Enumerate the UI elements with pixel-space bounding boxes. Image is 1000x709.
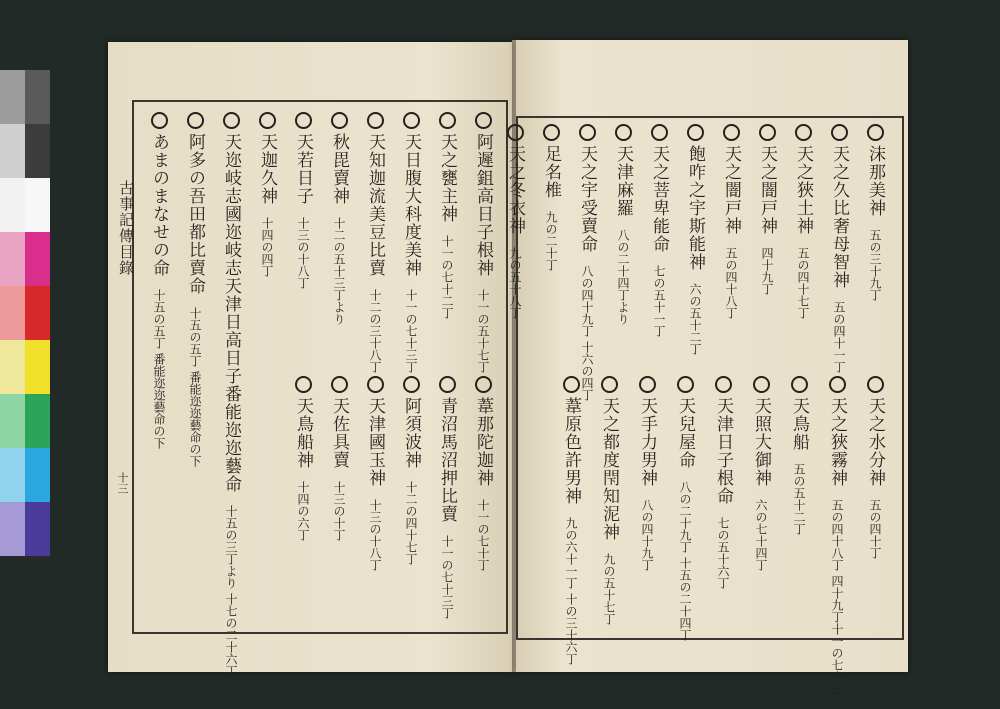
circle-marker-icon [151, 112, 168, 129]
left-lower-entry [438, 376, 456, 619]
left-upper-entry [474, 112, 492, 373]
left-page [108, 42, 514, 677]
left-upper-entry-name: あまのまなせの命 [149, 133, 169, 277]
left-lower-entry-name: 天佐具賣 [329, 397, 349, 469]
right-lower-entry-name: 天手力男神 [637, 397, 657, 487]
right-upper-entry-ref: 七の五十一丁 [652, 253, 666, 337]
left-upper-entry [402, 112, 420, 373]
right-lower-entry-name: 天之水分神 [865, 397, 885, 487]
left-upper-entry [150, 112, 168, 449]
circle-marker-icon [507, 124, 524, 141]
right-upper-entry-ref: 八の四十九丁 十六の四丁 [580, 253, 594, 401]
right-lower-entry-ref: 六の七十四丁 [754, 487, 768, 571]
circle-marker-icon [867, 376, 884, 393]
right-upper-entry [722, 124, 740, 319]
left-upper-entry-name: 天若日子 [293, 133, 313, 205]
left-lower-entry-ref: 十三の十八丁 [368, 487, 382, 571]
circle-marker-icon [259, 112, 276, 129]
color-chip [0, 502, 25, 556]
circle-marker-icon [403, 112, 420, 129]
left-upper-entry-ref: 十五の三丁より 十七の二十六丁 [224, 493, 238, 677]
color-chip [25, 502, 50, 556]
circle-marker-icon [295, 376, 312, 393]
color-chip [25, 178, 50, 232]
circle-marker-icon [295, 112, 312, 129]
right-upper-entry-ref: 六の五十二丁 [688, 271, 702, 355]
left-upper-entry-name: 天之甕主神 [437, 133, 457, 223]
color-chip [25, 286, 50, 340]
color-chip [0, 70, 25, 124]
right-lower-entry [638, 376, 656, 571]
circle-marker-icon [759, 124, 776, 141]
left-lower-entry [366, 376, 384, 571]
left-upper-entry-ref: 十一の五十七丁 [476, 277, 490, 373]
circle-marker-icon [867, 124, 884, 141]
left-upper-entry-ref: 十二の三十八丁 [368, 277, 382, 373]
circle-marker-icon [829, 376, 846, 393]
left-lower-entry-ref: 十二の四十七丁 [404, 469, 418, 565]
circle-marker-icon [331, 376, 348, 393]
right-lower-entry-ref: 七の五十六丁 [716, 505, 730, 589]
right-upper-entry-name: 天之闇戸神 [757, 145, 777, 235]
left-lower-entry [474, 376, 492, 571]
right-upper-entry-name: 天之闇戸神 [721, 145, 741, 235]
circle-marker-icon [187, 112, 204, 129]
left-upper-entry-name: 天日腹大科度美神 [401, 133, 421, 277]
color-chip [0, 178, 25, 232]
left-lower-entry-name: 天津國玉神 [365, 397, 385, 487]
right-upper-entry [866, 124, 884, 301]
color-chip [25, 394, 50, 448]
right-upper-entry-name: 天之菩卑能命 [649, 145, 669, 253]
left-upper-entry [222, 112, 240, 677]
color-chip [25, 70, 50, 124]
color-chip [0, 448, 25, 502]
circle-marker-icon [543, 124, 560, 141]
left-lower-entry-ref: 十四の六丁 [296, 469, 310, 541]
circle-marker-icon [579, 124, 596, 141]
right-upper-entry-name: 沫那美神 [865, 145, 885, 217]
left-upper-entry-name: 秋毘賣神 [329, 133, 349, 205]
left-upper-entry-name: 天知迦流美豆比賣 [365, 133, 385, 277]
right-upper-entry [794, 124, 812, 319]
right-upper-entry-name: 足名椎 [541, 145, 561, 199]
right-upper-entry-ref: 五の四十七丁 [796, 235, 810, 319]
circle-marker-icon [831, 124, 848, 141]
right-lower-entry [562, 376, 580, 665]
right-lower-entry-ref: 五の四十丁 [868, 487, 882, 559]
left-upper-entry-ref: 十五の五丁 番能迩迩藝命の下 [152, 277, 166, 449]
color-chip [25, 340, 50, 394]
left-upper-entry-ref: 十五の五丁 番能迩迩藝命の下 [188, 295, 202, 467]
circle-marker-icon [475, 112, 492, 129]
margin-title: 古事記傳目錄 [117, 180, 135, 276]
right-upper-entry-ref: 九の二十丁 [544, 199, 558, 271]
right-lower-entry-name: 天鳥船 [789, 397, 809, 451]
right-upper-entry [542, 124, 560, 271]
left-lower-entry-name: 阿須波神 [401, 397, 421, 469]
color-chip [25, 124, 50, 178]
right-upper-entry [758, 124, 776, 295]
right-lower-entry-name: 天照大御神 [751, 397, 771, 487]
circle-marker-icon [563, 376, 580, 393]
left-upper-entry-ref: 十四の四丁 [260, 205, 274, 277]
left-lower-entry-name: 葦那陀迦神 [473, 397, 493, 487]
left-lower-entry-ref: 十一の七十三丁 [440, 523, 454, 619]
right-upper-entry-ref: 五の三十九丁 [868, 217, 882, 301]
circle-marker-icon [791, 376, 808, 393]
right-upper-entry [830, 124, 848, 373]
right-lower-entry-name: 天之狹霧神 [827, 397, 847, 487]
right-lower-entry [714, 376, 732, 589]
circle-marker-icon [687, 124, 704, 141]
color-chip [0, 394, 25, 448]
left-upper-entry-ref: 十三の十八丁 [296, 205, 310, 289]
circle-marker-icon [439, 112, 456, 129]
left-upper-entry-ref: 十一の七十三丁 [404, 277, 418, 373]
left-upper-entry-name: 天迩岐志國迩岐志天津日高日子番能迩迩藝命 [221, 133, 241, 493]
circle-marker-icon [439, 376, 456, 393]
left-lower-entry [330, 376, 348, 541]
left-upper-entry-ref: 十一の七十二丁 [440, 223, 454, 319]
left-lower-entry-ref: 十一の七十丁 [476, 487, 490, 571]
left-upper-entry-name: 阿遲鉏高日子根神 [473, 133, 493, 277]
right-upper-entry-name: 天之久比奢母智神 [829, 145, 849, 289]
circle-marker-icon [651, 124, 668, 141]
right-lower-entry-name: 葦原色許男神 [561, 397, 581, 505]
right-lower-entry-ref: 五の五十二丁 [792, 451, 806, 535]
right-lower-entry-ref: 五の四十八丁 四十九丁十一の七十五丁 [830, 487, 844, 707]
right-lower-entry [752, 376, 770, 571]
right-upper-entry [686, 124, 704, 355]
right-upper-entry-name: 天之冬衣神 [505, 145, 525, 235]
left-upper-entry [186, 112, 204, 467]
circle-marker-icon [753, 376, 770, 393]
right-lower-entry-ref: 八の二十九丁 十五の二十四丁 [678, 469, 692, 641]
right-upper-entry [650, 124, 668, 337]
left-upper-entry [438, 112, 456, 319]
circle-marker-icon [615, 124, 632, 141]
folio-number: 十三 [116, 472, 129, 494]
left-upper-entry [366, 112, 384, 373]
circle-marker-icon [403, 376, 420, 393]
color-chip [0, 340, 25, 394]
right-lower-entry [676, 376, 694, 641]
right-upper-entry-ref: 五の四十八丁 [724, 235, 738, 319]
left-upper-entry-name: 天迦久神 [257, 133, 277, 205]
circle-marker-icon [601, 376, 618, 393]
right-lower-entry [866, 376, 884, 559]
color-chip [0, 232, 25, 286]
circle-marker-icon [723, 124, 740, 141]
color-chip [25, 232, 50, 286]
circle-marker-icon [677, 376, 694, 393]
right-upper-entry-name: 天之宇受賣命 [577, 145, 597, 253]
circle-marker-icon [367, 376, 384, 393]
left-upper-entry-name: 阿多の吾田都比賣命 [185, 133, 205, 295]
left-upper-entry-ref: 十二の五十三丁より [332, 205, 346, 325]
right-upper-entry [578, 124, 596, 401]
circle-marker-icon [795, 124, 812, 141]
right-lower-entry-name: 天兒屋命 [675, 397, 695, 469]
circle-marker-icon [639, 376, 656, 393]
right-upper-entry-ref: 八の二十四丁より [616, 217, 630, 325]
right-upper-entry [506, 124, 524, 319]
circle-marker-icon [475, 376, 492, 393]
right-lower-entry [600, 376, 618, 625]
left-lower-entry-name: 天鳥船神 [293, 397, 313, 469]
left-lower-entry [294, 376, 312, 541]
left-upper-entry [258, 112, 276, 277]
right-lower-entry-ref: 八の四十九丁 [640, 487, 654, 571]
right-upper-entry-ref: 九の五十八丁 [508, 235, 522, 319]
circle-marker-icon [715, 376, 732, 393]
right-lower-entry [828, 376, 846, 707]
right-upper-entry-name: 天之狹土神 [793, 145, 813, 235]
right-lower-entry-name: 天之都度閇知泥神 [599, 397, 619, 541]
right-upper-entry-ref: 四十九丁 [760, 235, 774, 295]
color-chip [0, 124, 25, 178]
right-upper-entry-name: 天津麻羅 [613, 145, 633, 217]
left-lower-entry [402, 376, 420, 565]
right-lower-entry-ref: 九の六十一丁 十の三十六丁 [564, 505, 578, 665]
right-lower-entry-name: 天津日子根命 [713, 397, 733, 505]
left-lower-entry-ref: 十三の十丁 [332, 469, 346, 541]
left-lower-entry-name: 青沼馬沼押比賣 [437, 397, 457, 523]
circle-marker-icon [223, 112, 240, 129]
right-upper-entry [614, 124, 632, 325]
circle-marker-icon [367, 112, 384, 129]
circle-marker-icon [331, 112, 348, 129]
color-chip [0, 286, 25, 340]
right-upper-entry-name: 飽咋之宇斯能神 [685, 145, 705, 271]
color-checker [0, 70, 50, 558]
right-lower-entry [790, 376, 808, 535]
right-upper-entry-ref: 五の四十一丁 [832, 289, 846, 373]
left-upper-entry [330, 112, 348, 325]
left-upper-entry [294, 112, 312, 289]
color-chip [25, 448, 50, 502]
right-page [505, 40, 908, 707]
right-lower-entry-ref: 九の五十七丁 [602, 541, 616, 625]
